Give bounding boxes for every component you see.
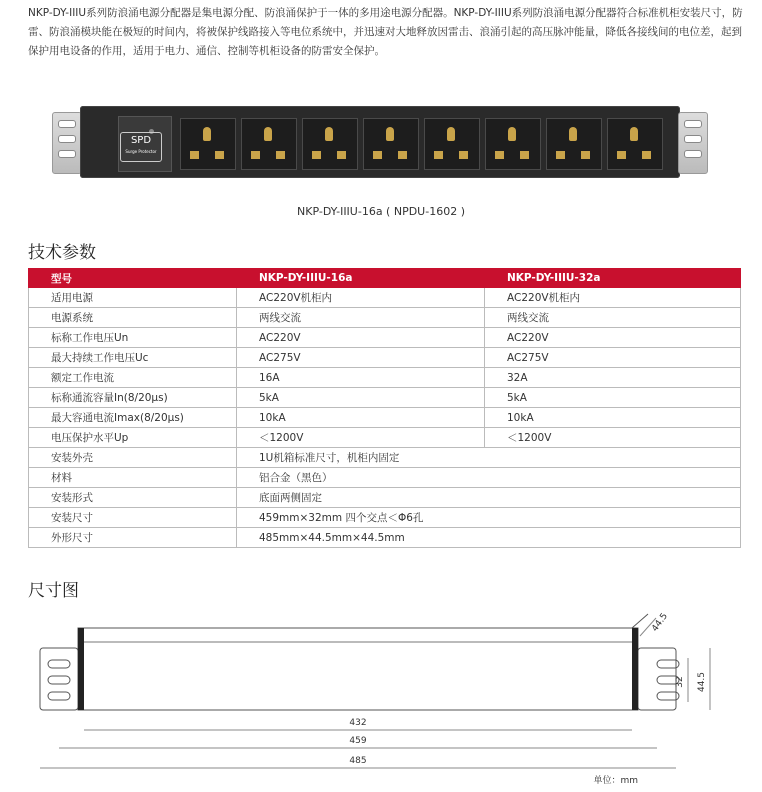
- unit-note: 单位：mm: [593, 776, 638, 786]
- table-header-cell: 型号: [29, 269, 237, 288]
- power-outlet: [546, 118, 602, 170]
- table-header-row: [29, 269, 741, 288]
- table-cell: AC275V: [485, 348, 741, 368]
- spec-table: [28, 268, 741, 548]
- spec-title: 技术参数: [28, 243, 96, 263]
- table-row: [29, 448, 741, 468]
- table-cell: 1U机箱标准尺寸，机柜内固定: [237, 448, 741, 468]
- table-cell: 459mm×32mm 四个交点＜Φ6孔: [237, 508, 741, 528]
- dim-label-459: 459: [349, 736, 367, 746]
- table-cell: 材料: [29, 468, 237, 488]
- dim-label-32: 32: [675, 676, 685, 688]
- table-row: [29, 408, 741, 428]
- table-cell: 最大容通电流Imax(8/20μs): [29, 408, 237, 428]
- table-cell: 最大持续工作电压Uc: [29, 348, 237, 368]
- table-row: [29, 308, 741, 328]
- table-cell: 安装形式: [29, 488, 237, 508]
- table-cell: AC275V: [237, 348, 485, 368]
- table-header-cell: NKP-DY-IIIU-32a: [485, 269, 741, 288]
- power-outlet: [485, 118, 541, 170]
- table-cell: 安装尺寸: [29, 508, 237, 528]
- table-row: [29, 468, 741, 488]
- table-cell: AC220V机柜内: [485, 288, 741, 308]
- power-outlet: [363, 118, 419, 170]
- ear-slot: [48, 660, 70, 668]
- pdu-body: [80, 106, 680, 178]
- table-cell: 底面两侧固定: [237, 488, 741, 508]
- table-cell: 外形尺寸: [29, 528, 237, 548]
- table-cell: 铝合金（黑色）: [237, 468, 741, 488]
- table-cell: 标称通流容量In(8/20μs): [29, 388, 237, 408]
- table-row: [29, 428, 741, 448]
- table-cell: 额定工作电流: [29, 368, 237, 388]
- table-cell: 适用电源: [29, 288, 237, 308]
- spd-label: SPD: [130, 135, 152, 146]
- ear-left-outline: [40, 648, 78, 710]
- table-cell: AC220V: [237, 328, 485, 348]
- power-outlet: [607, 118, 663, 170]
- table-cell: ＜1200V: [485, 428, 741, 448]
- mount-ear-right: [678, 112, 708, 174]
- table-row: [29, 528, 741, 548]
- table-row: [29, 348, 741, 368]
- chassis-edge-right: [632, 628, 638, 710]
- table-row: [29, 488, 741, 508]
- bevel-line: [632, 614, 648, 628]
- power-outlet: [302, 118, 358, 170]
- chassis-edge-left: [78, 628, 84, 710]
- table-cell: 5kA: [485, 388, 741, 408]
- table-cell: AC220V机柜内: [237, 288, 485, 308]
- dim-label-44-5-top: 44.5: [650, 611, 670, 634]
- ear-slot: [48, 676, 70, 684]
- table-cell: 16A: [237, 368, 485, 388]
- table-row: [29, 328, 741, 348]
- dim-label-485: 485: [349, 756, 367, 766]
- spd-label-box: [120, 132, 162, 162]
- product-photo: [52, 104, 708, 180]
- table-cell: 两线交流: [485, 308, 741, 328]
- table-cell: ＜1200V: [237, 428, 485, 448]
- table-cell: AC220V: [485, 328, 741, 348]
- intro-text: NKP-DY-IIIU系列防浪涌电源分配器是集电源分配、防浪涌保护于一体的多用途电源分配器。NKP-DY-IIIU系列防浪涌电源分配器符合标准机柜安装尺寸，防雷、防浪涌模块能在极短的时间内，将被保护线路接入等电位系统中，并迅速对大地释放因雷击、浪涌引起的高压脉冲能量，降低各接线间的电位差，起到保护用电设备的作用，适用于电力、通信、控制等机柜设备的防雷安全保护。: [28, 7, 743, 57]
- table-row: [29, 388, 741, 408]
- dimension-title: 尺寸图: [28, 581, 79, 601]
- dimension-svg: [28, 602, 740, 788]
- dimension-drawing: [28, 602, 740, 788]
- table-cell: 10kA: [237, 408, 485, 428]
- table-row: [29, 288, 741, 308]
- table-cell: 485mm×44.5mm×44.5mm: [237, 528, 741, 548]
- product-caption: NKP-DY-IIIU-16a ( NPDU-1602 ): [297, 205, 465, 218]
- power-outlet: [424, 118, 480, 170]
- table-cell: 两线交流: [237, 308, 485, 328]
- table-cell: 5kA: [237, 388, 485, 408]
- table-cell: 安装外壳: [29, 448, 237, 468]
- table-header-cell: NKP-DY-IIIU-16a: [237, 269, 485, 288]
- mount-ear-left: [52, 112, 82, 174]
- power-outlet: [241, 118, 297, 170]
- chassis-outline: [78, 628, 638, 710]
- power-outlet: [180, 118, 236, 170]
- table-cell: 10kA: [485, 408, 741, 428]
- ear-slot: [48, 692, 70, 700]
- table-cell: 32A: [485, 368, 741, 388]
- spd-sublabel: Surge Protector: [125, 149, 157, 154]
- table-cell: 电压保护水平Up: [29, 428, 237, 448]
- table-cell: 标称工作电压Un: [29, 328, 237, 348]
- dim-label-44-5: 44.5: [697, 671, 707, 693]
- table-row: [29, 508, 741, 528]
- table-cell: 电源系统: [29, 308, 237, 328]
- dim-label-432: 432: [349, 718, 367, 728]
- table-row: [29, 368, 741, 388]
